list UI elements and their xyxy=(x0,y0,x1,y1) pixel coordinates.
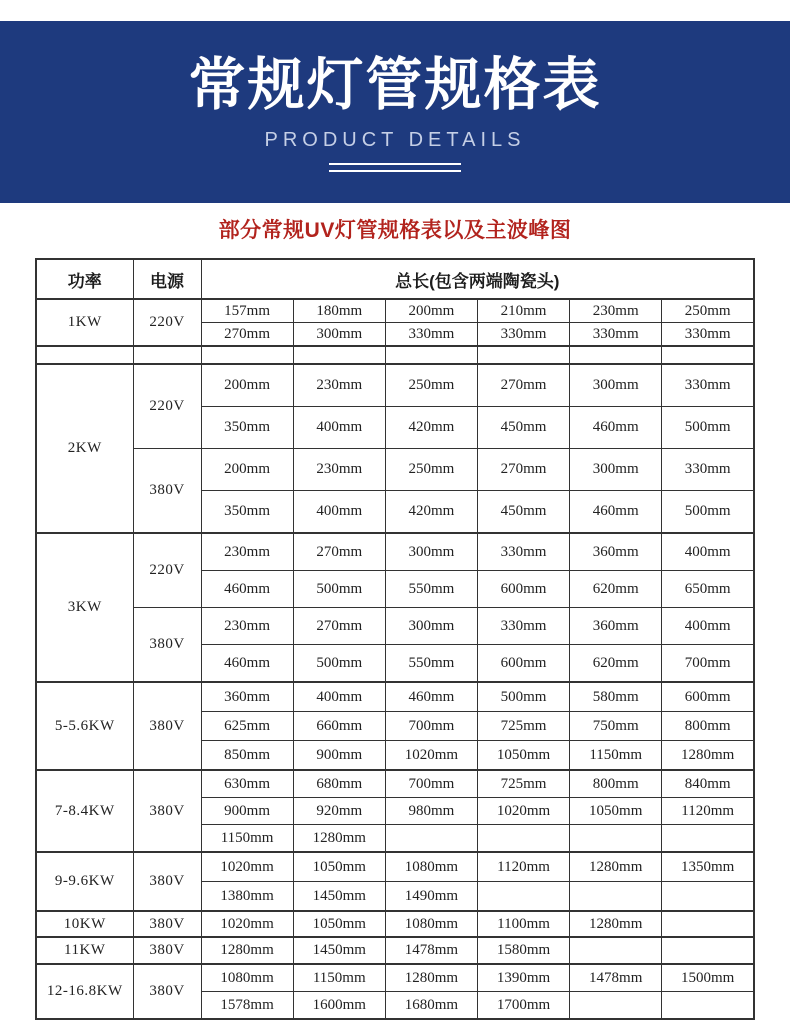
voltage-cell: 380V xyxy=(133,937,201,964)
length-cell: 900mm xyxy=(201,798,293,825)
length-cell xyxy=(662,992,754,1020)
length-cell: 650mm xyxy=(662,571,754,608)
length-cell: 1580mm xyxy=(477,937,569,964)
length-cell: 500mm xyxy=(477,682,569,712)
length-cell: 330mm xyxy=(570,323,662,347)
power-cell: 10KW xyxy=(36,911,133,937)
length-cell: 1020mm xyxy=(201,911,293,937)
table-row xyxy=(36,937,754,964)
length-cell: 450mm xyxy=(477,491,569,534)
table-row xyxy=(36,964,754,992)
length-cell: 1450mm xyxy=(293,937,385,964)
length-cell: 725mm xyxy=(477,712,569,741)
power-cell: 2KW xyxy=(36,364,133,533)
length-cell: 1280mm xyxy=(201,937,293,964)
length-cell: 230mm xyxy=(201,533,293,571)
length-cell xyxy=(293,346,385,364)
length-cell xyxy=(662,825,754,853)
length-cell: 500mm xyxy=(293,571,385,608)
length-cell: 1050mm xyxy=(293,911,385,937)
length-cell: 1080mm xyxy=(201,964,293,992)
length-cell: 420mm xyxy=(385,491,477,534)
length-cell: 250mm xyxy=(385,449,477,491)
length-cell xyxy=(477,346,569,364)
length-cell xyxy=(385,825,477,853)
length-cell: 1478mm xyxy=(570,964,662,992)
length-cell: 460mm xyxy=(385,682,477,712)
length-cell: 1050mm xyxy=(477,741,569,771)
length-cell: 1280mm xyxy=(293,825,385,853)
length-cell: 200mm xyxy=(201,449,293,491)
voltage-cell: 380V xyxy=(133,852,201,911)
length-cell: 1700mm xyxy=(477,992,569,1020)
length-cell: 700mm xyxy=(385,712,477,741)
length-cell: 750mm xyxy=(570,712,662,741)
length-cell: 200mm xyxy=(201,364,293,407)
length-cell: 230mm xyxy=(293,449,385,491)
length-cell: 360mm xyxy=(201,682,293,712)
length-cell: 270mm xyxy=(293,533,385,571)
length-cell xyxy=(570,992,662,1020)
spec-table-container xyxy=(35,258,755,1020)
table-row xyxy=(36,770,754,798)
voltage-cell: 380V xyxy=(133,608,201,683)
length-cell: 630mm xyxy=(201,770,293,798)
length-cell xyxy=(570,346,662,364)
length-cell: 800mm xyxy=(662,712,754,741)
length-cell: 620mm xyxy=(570,571,662,608)
length-cell: 500mm xyxy=(293,645,385,683)
length-cell: 600mm xyxy=(477,571,569,608)
length-cell: 230mm xyxy=(201,608,293,645)
length-cell: 330mm xyxy=(662,364,754,407)
length-cell: 550mm xyxy=(385,645,477,683)
length-cell: 1120mm xyxy=(662,798,754,825)
length-cell: 300mm xyxy=(385,608,477,645)
power-column-header: 功率 xyxy=(36,259,133,299)
length-cell xyxy=(201,346,293,364)
length-cell: 300mm xyxy=(570,364,662,407)
length-cell: 400mm xyxy=(293,682,385,712)
length-cell: 360mm xyxy=(570,608,662,645)
length-cell: 330mm xyxy=(477,533,569,571)
page-subtitle: PRODUCT DETAILS xyxy=(264,128,526,151)
power-cell: 5-5.6KW xyxy=(36,682,133,770)
header-banner xyxy=(0,21,790,203)
length-cell: 350mm xyxy=(201,407,293,449)
spec-table xyxy=(35,258,755,1020)
length-cell: 460mm xyxy=(201,645,293,683)
length-cell: 1050mm xyxy=(293,852,385,882)
table-row xyxy=(36,852,754,882)
length-cell: 350mm xyxy=(201,491,293,534)
length-cell: 680mm xyxy=(293,770,385,798)
length-cell xyxy=(662,911,754,937)
length-cell: 400mm xyxy=(293,407,385,449)
length-cell: 157mm xyxy=(201,299,293,323)
voltage-cell: 220V xyxy=(133,299,201,346)
length-cell: 600mm xyxy=(477,645,569,683)
length-cell: 200mm xyxy=(385,299,477,323)
table-row xyxy=(36,299,754,323)
length-cell: 330mm xyxy=(477,608,569,645)
length-cell: 1280mm xyxy=(662,741,754,771)
voltage-cell: 380V xyxy=(133,449,201,534)
length-cell: 840mm xyxy=(662,770,754,798)
length-cell: 1380mm xyxy=(201,882,293,912)
length-cell: 1050mm xyxy=(570,798,662,825)
length-cell: 270mm xyxy=(477,364,569,407)
power-cell: 11KW xyxy=(36,937,133,964)
length-column-header: 总长(包含两端陶瓷头) xyxy=(201,259,754,299)
length-cell: 600mm xyxy=(662,682,754,712)
length-cell: 400mm xyxy=(662,533,754,571)
power-cell: 12-16.8KW xyxy=(36,964,133,1019)
voltage-cell: 380V xyxy=(133,770,201,852)
voltage-cell: 380V xyxy=(133,964,201,1019)
length-cell: 210mm xyxy=(477,299,569,323)
length-cell: 980mm xyxy=(385,798,477,825)
length-cell xyxy=(662,882,754,912)
length-cell xyxy=(662,937,754,964)
length-cell: 400mm xyxy=(293,491,385,534)
length-cell: 270mm xyxy=(477,449,569,491)
length-cell: 850mm xyxy=(201,741,293,771)
length-cell: 330mm xyxy=(662,449,754,491)
section-heading: 部分常规UV灯管规格表以及主波峰图 xyxy=(218,219,572,242)
length-cell: 625mm xyxy=(201,712,293,741)
length-cell xyxy=(385,346,477,364)
length-cell xyxy=(662,346,754,364)
length-cell: 800mm xyxy=(570,770,662,798)
length-cell: 1490mm xyxy=(385,882,477,912)
length-cell: 460mm xyxy=(201,571,293,608)
length-cell: 1020mm xyxy=(477,798,569,825)
length-cell: 250mm xyxy=(385,364,477,407)
length-cell xyxy=(477,882,569,912)
length-cell: 180mm xyxy=(293,299,385,323)
power-cell: 7-8.4KW xyxy=(36,770,133,852)
length-cell: 500mm xyxy=(662,407,754,449)
title-divider-lines xyxy=(329,163,461,172)
table-row xyxy=(36,449,754,491)
length-cell: 725mm xyxy=(477,770,569,798)
length-cell: 360mm xyxy=(570,533,662,571)
table-header-row xyxy=(36,259,754,299)
length-cell: 500mm xyxy=(662,491,754,534)
length-cell: 250mm xyxy=(662,299,754,323)
length-cell: 900mm xyxy=(293,741,385,771)
length-cell: 330mm xyxy=(385,323,477,347)
length-cell: 1280mm xyxy=(385,964,477,992)
length-cell: 920mm xyxy=(293,798,385,825)
voltage-cell: 380V xyxy=(133,911,201,937)
power-cell: 3KW xyxy=(36,533,133,682)
length-cell: 1600mm xyxy=(293,992,385,1020)
length-cell: 660mm xyxy=(293,712,385,741)
length-cell xyxy=(570,937,662,964)
length-cell: 1578mm xyxy=(201,992,293,1020)
table-row xyxy=(36,608,754,645)
spacer-row xyxy=(36,346,754,364)
length-cell: 450mm xyxy=(477,407,569,449)
length-cell: 1450mm xyxy=(293,882,385,912)
length-cell: 300mm xyxy=(385,533,477,571)
length-cell: 300mm xyxy=(570,449,662,491)
table-row xyxy=(36,911,754,937)
length-cell: 330mm xyxy=(477,323,569,347)
length-cell: 270mm xyxy=(293,608,385,645)
length-cell: 1680mm xyxy=(385,992,477,1020)
length-cell: 1120mm xyxy=(477,852,569,882)
length-cell: 230mm xyxy=(293,364,385,407)
voltage-column-header: 电源 xyxy=(133,259,201,299)
length-cell: 1100mm xyxy=(477,911,569,937)
length-cell: 330mm xyxy=(662,323,754,347)
length-cell: 1390mm xyxy=(477,964,569,992)
length-cell: 230mm xyxy=(570,299,662,323)
length-cell: 1080mm xyxy=(385,852,477,882)
length-cell: 1500mm xyxy=(662,964,754,992)
length-cell: 1150mm xyxy=(570,741,662,771)
voltage-cell: 220V xyxy=(133,364,201,449)
length-cell: 1478mm xyxy=(385,937,477,964)
power-cell xyxy=(36,346,133,364)
table-row xyxy=(36,682,754,712)
table-row xyxy=(36,364,754,407)
length-cell: 1280mm xyxy=(570,911,662,937)
length-cell: 620mm xyxy=(570,645,662,683)
voltage-cell xyxy=(133,346,201,364)
page-title: 常规灯管规格表 xyxy=(188,53,602,117)
length-cell: 700mm xyxy=(385,770,477,798)
length-cell: 1150mm xyxy=(201,825,293,853)
length-cell: 460mm xyxy=(570,407,662,449)
length-cell: 1020mm xyxy=(385,741,477,771)
length-cell: 700mm xyxy=(662,645,754,683)
length-cell: 1350mm xyxy=(662,852,754,882)
length-cell: 1280mm xyxy=(570,852,662,882)
length-cell: 1020mm xyxy=(201,852,293,882)
length-cell: 420mm xyxy=(385,407,477,449)
length-cell: 1150mm xyxy=(293,964,385,992)
length-cell: 300mm xyxy=(293,323,385,347)
length-cell: 270mm xyxy=(201,323,293,347)
table-row xyxy=(36,533,754,571)
length-cell xyxy=(477,825,569,853)
voltage-cell: 380V xyxy=(133,682,201,770)
length-cell: 460mm xyxy=(570,491,662,534)
length-cell xyxy=(570,882,662,912)
spec-table-body xyxy=(36,299,754,1019)
length-cell xyxy=(570,825,662,853)
length-cell: 580mm xyxy=(570,682,662,712)
power-cell: 9-9.6KW xyxy=(36,852,133,911)
length-cell: 1080mm xyxy=(385,911,477,937)
top-white-strip xyxy=(0,0,790,21)
power-cell: 1KW xyxy=(36,299,133,346)
length-cell: 550mm xyxy=(385,571,477,608)
length-cell: 400mm xyxy=(662,608,754,645)
voltage-cell: 220V xyxy=(133,533,201,608)
